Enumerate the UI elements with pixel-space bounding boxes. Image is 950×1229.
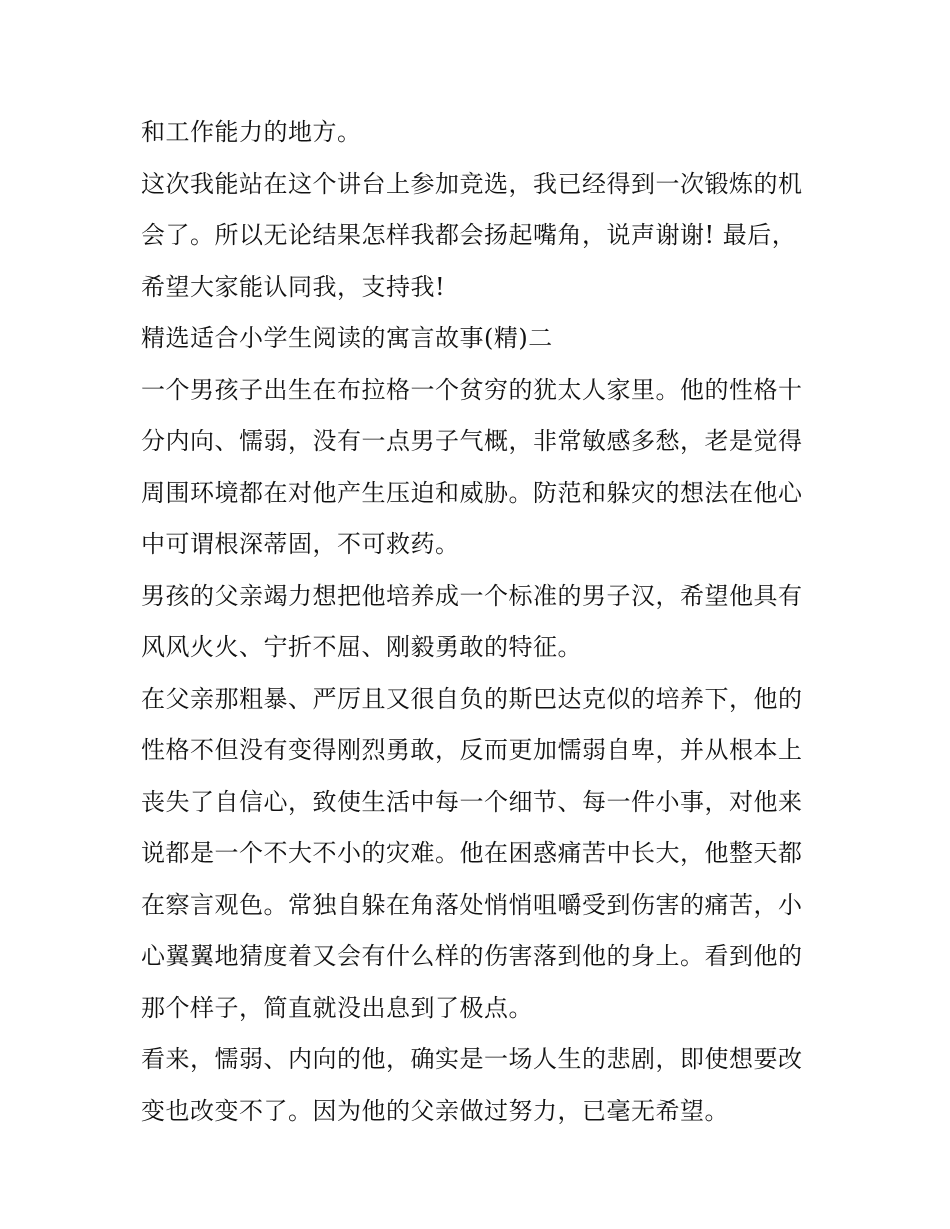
text-line: 风风火火、宁折不屈、刚毅勇敢的特征。	[141, 633, 582, 661]
text-line: 中可谓根深蒂固，不可救药。	[141, 530, 460, 558]
text-line: 在察言观色。常独自躲在角落处悄悄咀嚼受到伤害的痛苦，小	[141, 890, 803, 919]
text-line: 会了。所以无论结果怎样我都会扬起嘴角，说声谢谢! 最后，	[141, 221, 797, 249]
text-line: 希望大家能认同我，支持我!	[141, 272, 446, 301]
text-line: 丧失了自信心，致使生活中每一个细节、每一件小事，对他来	[141, 787, 803, 816]
text-line: 这次我能站在这个讲台上参加竞选，我已经得到一次锻炼的机	[141, 169, 803, 198]
text-line: 男孩的父亲竭力想把他培养成一个标准的男子汉，希望他具有	[141, 581, 803, 610]
text-line: 和工作能力的地方。	[141, 118, 362, 146]
text-line: 变也改变不了。因为他的父亲做过努力，已毫无希望。	[141, 1096, 729, 1125]
text-line: 心翼翼地猜度着又会有什么样的伤害落到他的身上。看到他的	[141, 942, 803, 970]
text-line: 在父亲那粗暴、严厉且又很自负的斯巴达克似的培养下，他的	[141, 684, 803, 713]
text-line: 那个样子，简直就没出息到了极点。	[141, 993, 533, 1022]
body-text	[141, 107, 821, 1137]
text-line: 说都是一个不大不小的灾难。他在困惑痛苦中长大，他整天都	[141, 839, 803, 867]
text-line: 一个男孩子出生在布拉格一个贫穷的犹太人家里。他的性格十	[141, 375, 803, 404]
text-line: 分内向、懦弱，没有一点男子气概，非常敏感多愁，老是觉得	[141, 427, 803, 455]
text-line: 看来，懦弱、内向的他，确实是一场人生的悲剧，即使想要改	[141, 1045, 803, 1073]
text-line: 性格不但没有变得刚烈勇敢，反而更加懦弱自卑，并从根本上	[141, 736, 803, 764]
section-heading: 精选适合小学生阅读的寓言故事(精)二	[141, 324, 553, 352]
text-line: 周围环境都在对他产生压迫和威胁。防范和躲灾的想法在他心	[141, 478, 803, 507]
